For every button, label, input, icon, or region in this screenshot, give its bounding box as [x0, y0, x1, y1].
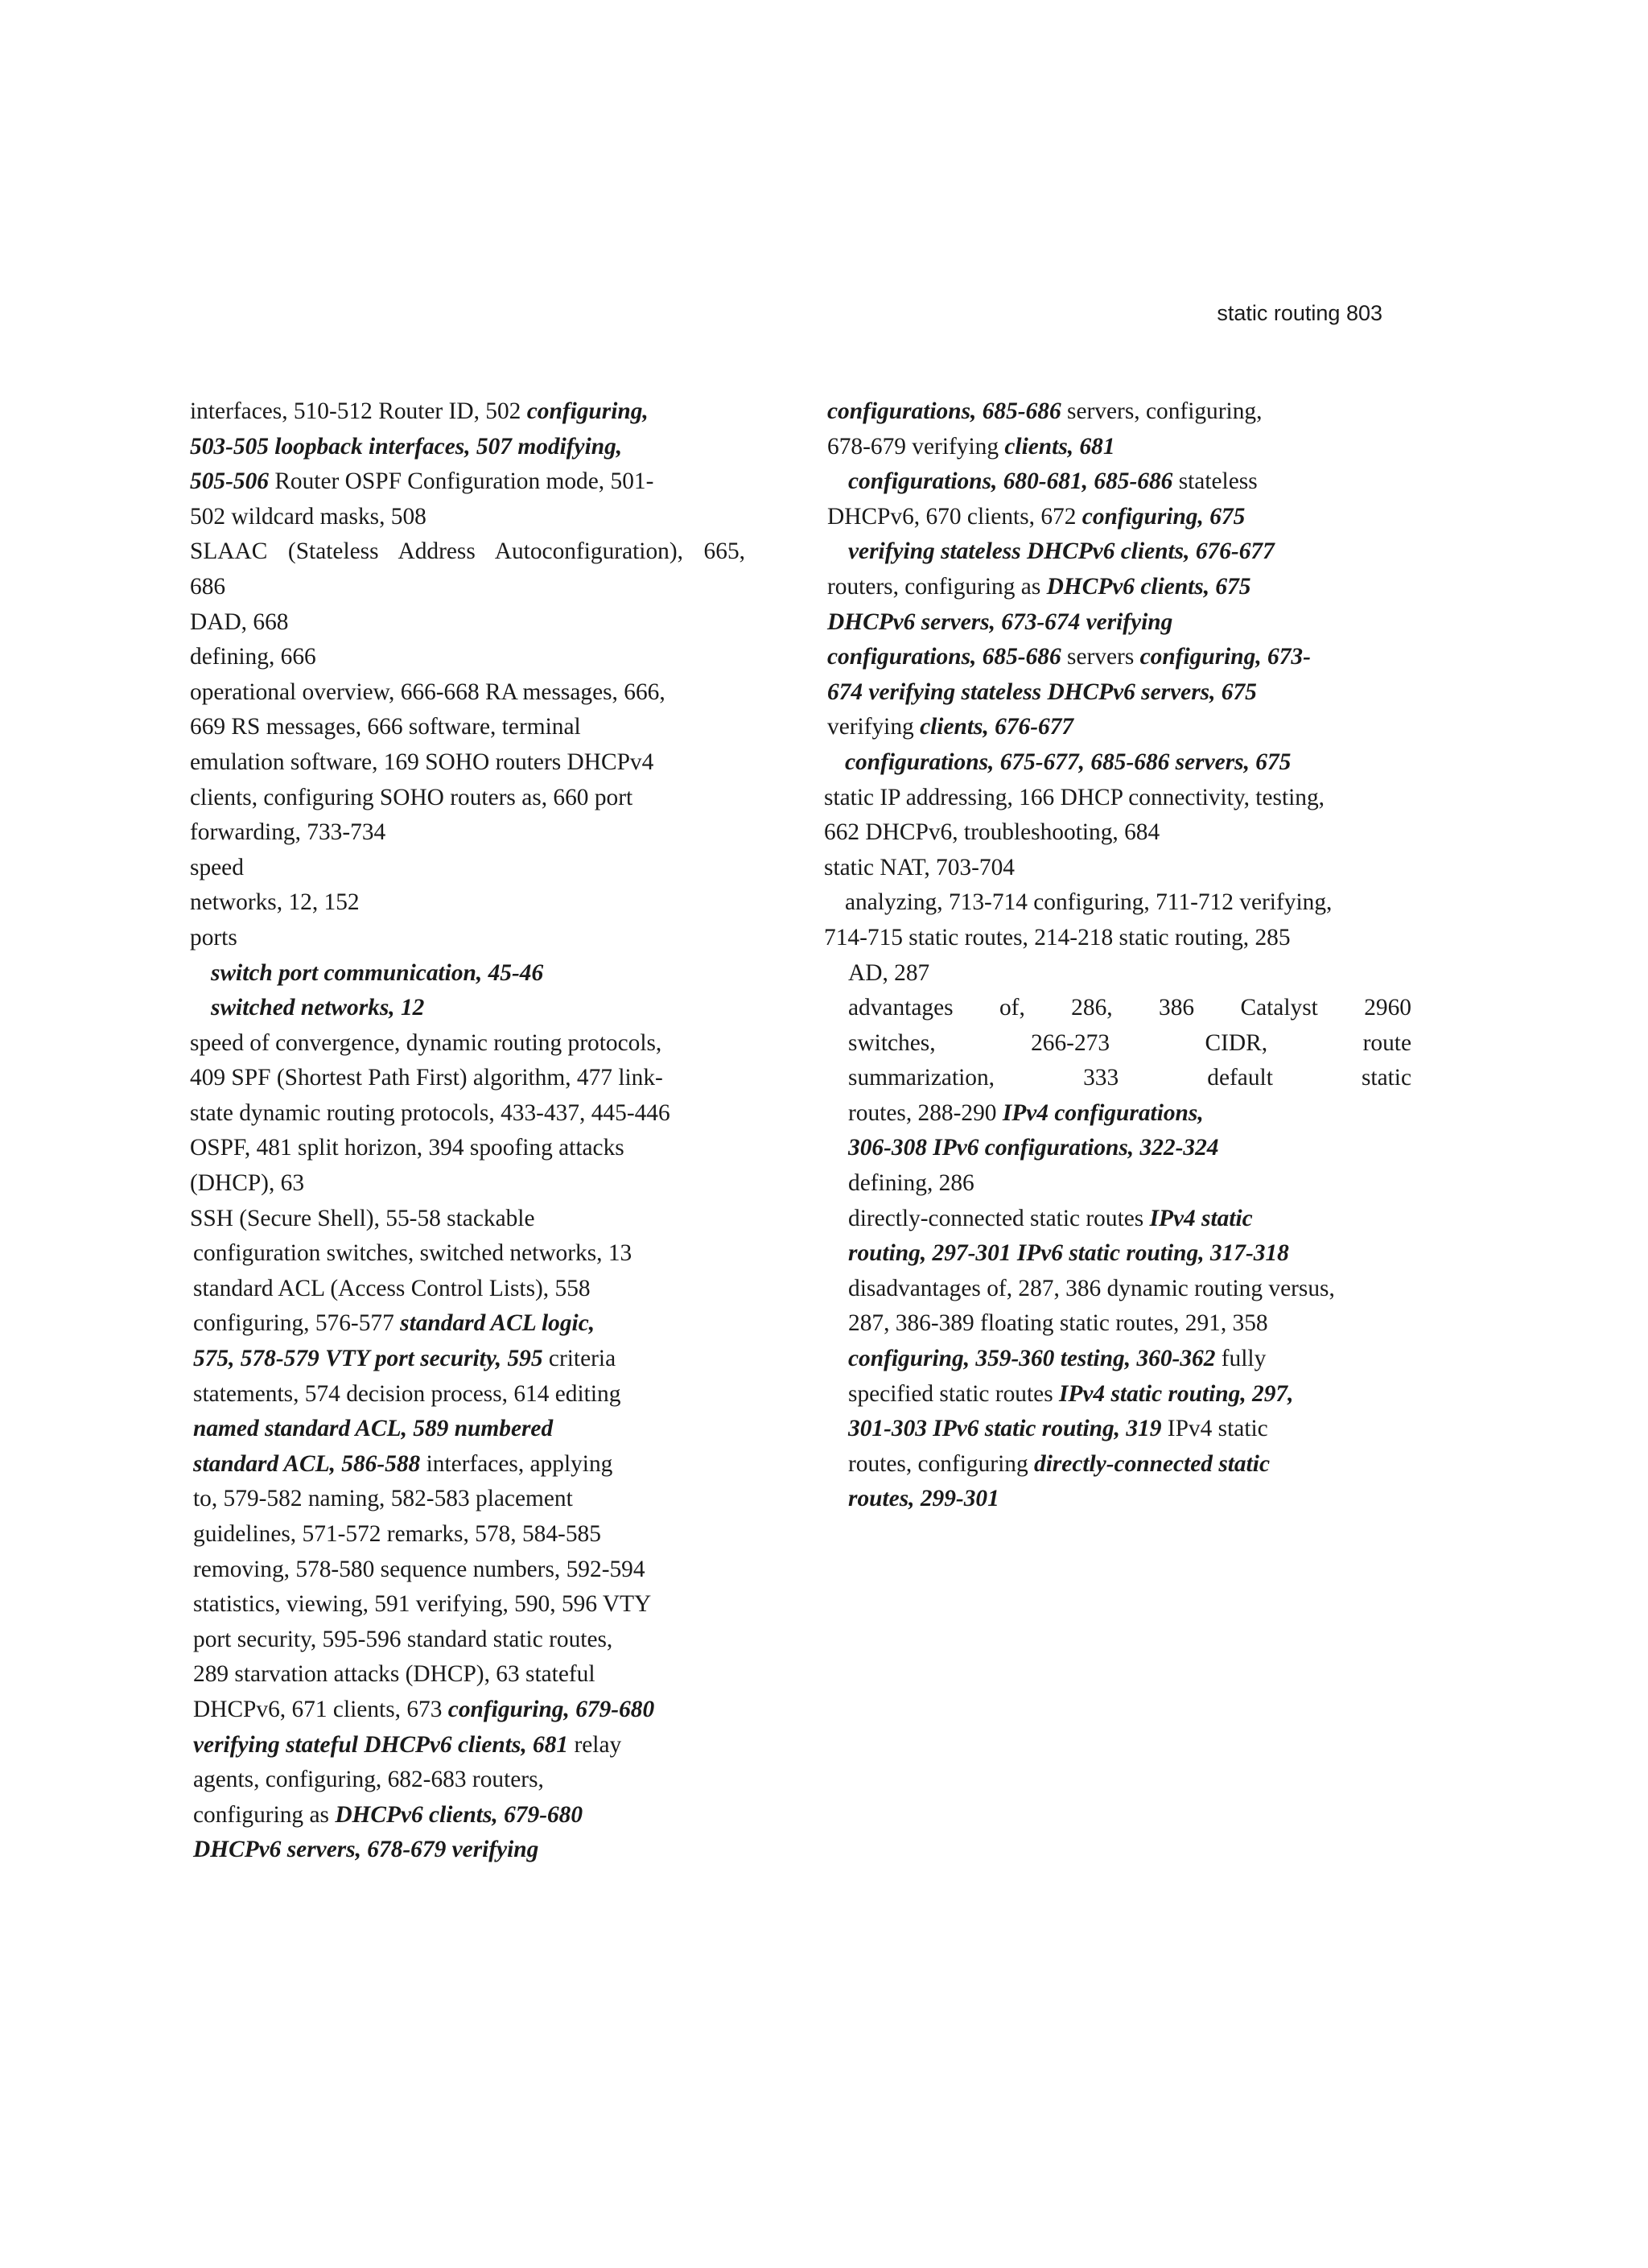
index-line — [190, 1482, 745, 1517]
index-line — [190, 1693, 745, 1728]
index-line — [824, 640, 1411, 675]
index-entry-text: switches, 266-273 CIDR, route — [848, 1029, 1411, 1056]
index-line — [824, 534, 1411, 570]
index-entry-text: (DHCP), 63 — [190, 1170, 305, 1197]
index-subentry-emphasis: standard ACL, 586-588 — [193, 1450, 421, 1477]
index-subentry-emphasis: DHCPv6 clients, 675 — [1046, 573, 1251, 600]
index-entry-text: clients, configuring SOHO routers as, 660 port — [190, 784, 633, 810]
index-entry-text: advantages of, 286, 386 Catalyst 2960 — [848, 995, 1411, 1021]
index-subentry-emphasis: IPv4 configurations, — [1002, 1099, 1204, 1126]
index-line — [190, 1798, 745, 1833]
index-line — [190, 1096, 745, 1132]
index-line — [824, 1236, 1411, 1272]
index-subentry-emphasis: clients, 676-677 — [920, 714, 1074, 740]
index-line — [824, 710, 1411, 745]
index-line — [190, 1553, 745, 1588]
index-line — [190, 1342, 745, 1377]
index-line — [824, 1166, 1411, 1202]
index-subentry-emphasis: configurations, 680-681, 685-686 — [848, 468, 1173, 495]
index-entry-text: specified static routes — [848, 1380, 1059, 1407]
index-subentry-emphasis: DHCPv6 servers, 673-674 verifying — [827, 608, 1173, 635]
index-entry-text: DHCPv6, 670 clients, 672 — [827, 503, 1082, 530]
index-line — [190, 640, 745, 675]
index-column-right — [824, 394, 1411, 1517]
index-entry-text: agents, configuring, 682-683 routers, — [193, 1767, 544, 1793]
index-line — [190, 745, 745, 781]
index-entry-text: servers — [1061, 644, 1140, 670]
index-entry-text: statistics, viewing, 591 verifying, 590, 596 VTY — [193, 1591, 652, 1618]
index-entry-text: defining, 666 — [190, 644, 316, 670]
index-line — [190, 1763, 745, 1798]
index-line — [190, 781, 745, 816]
index-subentry-emphasis: configurations, 685-686 — [827, 398, 1061, 424]
index-line — [824, 1342, 1411, 1377]
index-entry-text: removing, 578-580 sequence numbers, 592-594 — [193, 1556, 645, 1582]
index-line — [824, 1482, 1411, 1517]
index-entry-text: static NAT, 703-704 — [824, 854, 1015, 880]
index-entry-text: port security, 595-596 standard static routes, — [193, 1626, 613, 1652]
index-line — [824, 1131, 1411, 1166]
index-subentry-emphasis: routes, 299-301 — [848, 1486, 999, 1512]
index-entry-text: routes, 288-290 — [848, 1099, 1003, 1126]
index-entry-text: interfaces, 510-512 Router ID, 502 — [190, 398, 527, 424]
index-line — [190, 1166, 745, 1202]
index-entry-text: DAD, 668 — [190, 608, 289, 635]
index-line — [190, 570, 745, 605]
index-entry-text: analyzing, 713-714 configuring, 711-712 verifying, — [845, 889, 1333, 916]
index-entry-text: AD, 287 — [848, 959, 930, 986]
index-entry-text: interfaces, applying — [420, 1450, 613, 1477]
index-line — [824, 781, 1411, 816]
running-head: static routing 803 — [1217, 301, 1382, 325]
index-entry-text: speed of convergence, dynamic routing protocols, — [190, 1029, 662, 1056]
index-entry-text: servers, configuring, — [1061, 398, 1263, 424]
index-entry-text: disadvantages of, 287, 386 dynamic routing versus, — [848, 1275, 1335, 1301]
index-subentry-emphasis: configuring, 675 — [1082, 503, 1246, 530]
index-subentry-emphasis: 674 verifying stateless DHCPv6 servers, 675 — [827, 678, 1257, 705]
index-line — [824, 1026, 1411, 1062]
index-subentry-emphasis: clients, 681 — [1004, 433, 1115, 460]
index-subentry-emphasis: DHCPv6 servers, 678-679 verifying — [193, 1837, 539, 1863]
index-line — [824, 394, 1411, 430]
index-entry-text: statements, 574 decision process, 614 editing — [193, 1380, 621, 1407]
index-entry-text: 502 wildcard masks, 508 — [190, 503, 426, 530]
index-line — [190, 1377, 745, 1412]
index-subentry-emphasis: switched networks, 12 — [211, 995, 425, 1021]
index-entry-text: 409 SPF (Shortest Path First) algorithm, 477 link- — [190, 1065, 663, 1091]
index-subentry-emphasis: configuring, — [526, 398, 649, 424]
index-line — [824, 430, 1411, 465]
index-entry-text: operational overview, 666-668 RA messages, 666, — [190, 678, 665, 705]
index-line — [190, 1517, 745, 1553]
index-entry-text: SSH (Secure Shell), 55-58 stackable — [190, 1205, 535, 1231]
index-subentry-emphasis: verifying stateless DHCPv6 clients, 676-677 — [848, 538, 1275, 565]
index-entry-text: ports — [190, 924, 237, 950]
index-line — [824, 1447, 1411, 1482]
index-line — [190, 956, 745, 992]
index-line — [190, 464, 745, 500]
index-entry-text: defining, 286 — [848, 1170, 974, 1197]
index-entry-text: configuring, 576-577 — [193, 1310, 401, 1337]
index-line — [824, 745, 1411, 781]
index-line — [824, 956, 1411, 992]
index-entry-text: fully — [1215, 1346, 1267, 1372]
index-line — [824, 464, 1411, 500]
index-entry-text: 678-679 verifying — [827, 433, 1005, 460]
index-subentry-emphasis: IPv4 static — [1149, 1205, 1253, 1231]
index-subentry-emphasis: 306-308 IPv6 configurations, 322-324 — [848, 1135, 1219, 1161]
index-line — [190, 1306, 745, 1342]
index-line — [824, 570, 1411, 605]
index-subentry-emphasis: DHCPv6 clients, 679-680 — [335, 1801, 583, 1828]
index-subentry-emphasis: 575, 578-579 VTY port security, 595 — [193, 1346, 543, 1372]
index-line — [190, 430, 745, 465]
index-subentry-emphasis: configurations, 685-686 — [827, 644, 1061, 670]
index-line — [824, 605, 1411, 641]
index-subentry-emphasis: switch port communication, 45-46 — [211, 959, 544, 986]
index-subentry-emphasis: IPv4 static routing, 297, — [1058, 1380, 1294, 1407]
index-line — [190, 1447, 745, 1482]
index-line — [824, 815, 1411, 851]
index-line — [190, 1833, 745, 1868]
index-line — [190, 394, 745, 430]
index-subentry-emphasis: 505-506 — [190, 468, 269, 495]
index-entry-text: 662 DHCPv6, troubleshooting, 684 — [824, 819, 1160, 846]
index-entry-text: directly-connected static routes — [848, 1205, 1150, 1231]
index-subentry-emphasis: verifying stateful DHCPv6 clients, 681 — [193, 1731, 569, 1758]
index-line — [190, 885, 745, 921]
index-line — [190, 1272, 745, 1307]
index-line — [190, 710, 745, 745]
index-entry-text: 714-715 static routes, 214-218 static routing, 285 — [824, 924, 1291, 950]
index-entry-text: stateless — [1172, 468, 1258, 495]
index-entry-text: static IP addressing, 166 DHCP connectivity, testing, — [824, 784, 1325, 810]
index-entry-text: 686 — [190, 573, 226, 600]
index-entry-text: 287, 386-389 floating static routes, 291, 358 — [848, 1310, 1268, 1337]
index-line — [190, 500, 745, 535]
index-line — [190, 1657, 745, 1693]
index-entry-text: relay — [568, 1731, 622, 1758]
index-entry-text: emulation software, 169 SOHO routers DHCPv4 — [190, 748, 654, 775]
index-line — [190, 1061, 745, 1096]
index-entry-text: Router OSPF Configuration mode, 501- — [268, 468, 654, 495]
index-subentry-emphasis: configurations, 675-677, 685-686 servers, 675 — [845, 748, 1292, 775]
index-entry-text: forwarding, 733-734 — [190, 819, 386, 846]
index-subentry-emphasis: configuring, 673- — [1139, 644, 1311, 670]
index-line — [824, 851, 1411, 886]
index-line — [824, 1061, 1411, 1096]
index-entry-text: criteria — [542, 1346, 616, 1372]
index-subentry-emphasis: 301-303 IPv6 static routing, 319 — [848, 1416, 1162, 1442]
index-line — [824, 1096, 1411, 1132]
index-line — [190, 1728, 745, 1763]
index-line — [190, 675, 745, 711]
index-line — [190, 1587, 745, 1623]
index-entry-text: OSPF, 481 split horizon, 394 spoofing attacks — [190, 1135, 624, 1161]
index-column-left — [190, 394, 745, 1868]
index-subentry-emphasis: configuring, 679-680 — [447, 1696, 655, 1722]
index-line — [190, 991, 745, 1026]
index-subentry-emphasis: 503-505 loopback interfaces, 507 modifying, — [190, 433, 623, 460]
index-line — [190, 605, 745, 641]
index-entry-text: standard ACL (Access Control Lists), 558 — [193, 1275, 591, 1301]
index-subentry-emphasis: directly-connected static — [1034, 1450, 1271, 1477]
index-line — [190, 1202, 745, 1237]
index-entry-text: 669 RS messages, 666 software, terminal — [190, 714, 581, 740]
index-entry-text: configuration switches, switched networks, 13 — [193, 1240, 632, 1267]
index-line — [824, 991, 1411, 1026]
index-entry-text: networks, 12, 152 — [190, 889, 360, 916]
index-entry-text: guidelines, 571-572 remarks, 578, 584-585 — [193, 1521, 601, 1547]
index-entry-text: speed — [190, 854, 244, 880]
index-line — [824, 500, 1411, 535]
index-line — [824, 1377, 1411, 1412]
index-entry-text: state dynamic routing protocols, 433-437, 445-446 — [190, 1099, 670, 1126]
index-line — [190, 1131, 745, 1166]
index-entry-text: routers, configuring as — [827, 573, 1047, 600]
index-line — [190, 815, 745, 851]
index-line — [824, 1306, 1411, 1342]
index-entry-text: summarization, 333 default static — [848, 1065, 1411, 1091]
index-line — [190, 851, 745, 886]
index-entry-text: DHCPv6, 671 clients, 673 — [193, 1696, 448, 1722]
index-entry-text: IPv4 static — [1161, 1416, 1268, 1442]
index-entry-text: verifying — [827, 714, 921, 740]
index-entry-text: routes, configuring — [848, 1450, 1034, 1477]
index-line — [824, 1272, 1411, 1307]
index-entry-text: 289 starvation attacks (DHCP), 63 stateful — [193, 1661, 595, 1688]
index-line — [190, 921, 745, 956]
index-subentry-emphasis: named standard ACL, 589 numbered — [193, 1416, 554, 1442]
index-line — [824, 1412, 1411, 1447]
index-line — [190, 1236, 745, 1272]
index-entry-text: configuring as — [193, 1801, 336, 1828]
index-line — [190, 1412, 745, 1447]
index-line — [824, 675, 1411, 711]
index-line — [190, 1623, 745, 1658]
index-line — [824, 921, 1411, 956]
index-line — [190, 534, 745, 570]
index-entry-text: to, 579-582 naming, 582-583 placement — [193, 1486, 573, 1512]
index-subentry-emphasis: configuring, 359-360 testing, 360-362 — [848, 1346, 1216, 1372]
index-subentry-emphasis: routing, 297-301 IPv6 static routing, 317-318 — [848, 1240, 1289, 1267]
index-entry-text: SLAAC (Stateless Address Autoconfiguration), 665, — [190, 538, 745, 565]
index-line — [824, 885, 1411, 921]
index-line — [824, 1202, 1411, 1237]
index-subentry-emphasis: standard ACL logic, — [400, 1310, 595, 1337]
index-line — [190, 1026, 745, 1062]
